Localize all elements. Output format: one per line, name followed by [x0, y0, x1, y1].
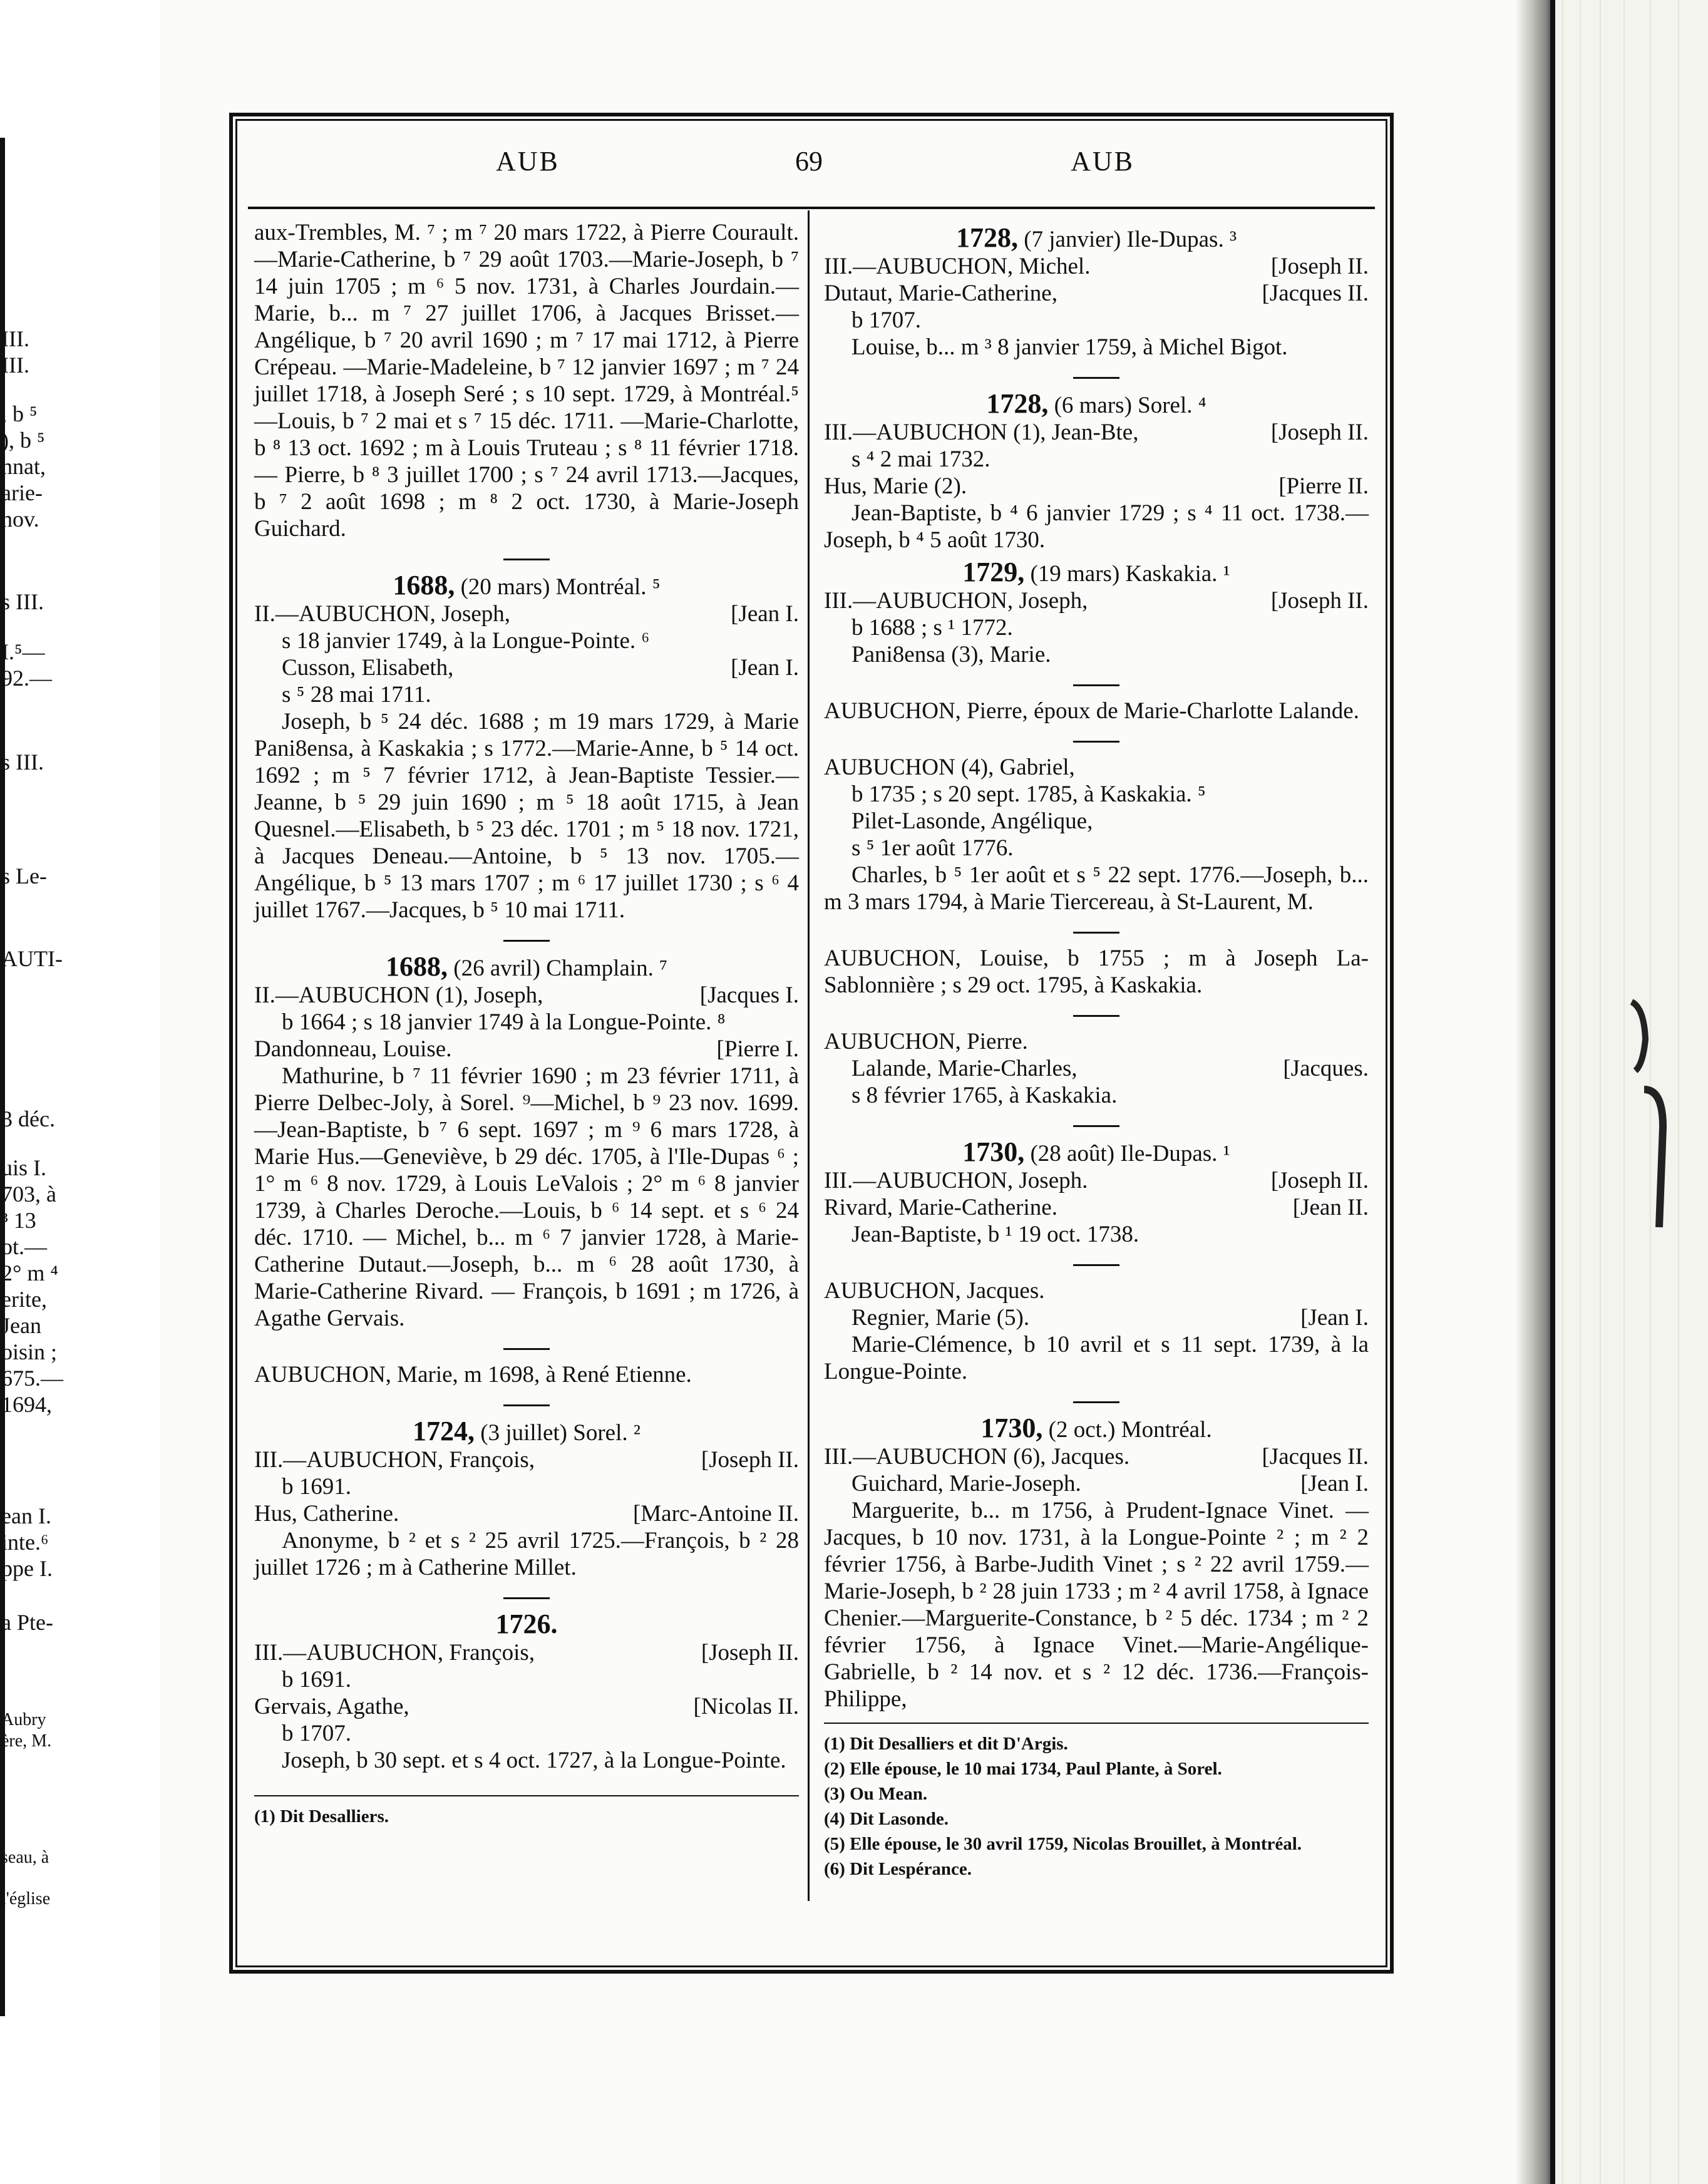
entry-line — [824, 1443, 1369, 1470]
spouse-name: Pani8ensa (3), Marie. — [851, 642, 1051, 667]
heading-place: (2 oct.) Montréal. — [1042, 1417, 1212, 1443]
left-column — [254, 219, 799, 1829]
adjacent-page-fragment-text: s III. — [1, 589, 44, 614]
children-list: Joseph, b 30 sept. et s 4 oct. 1727, à la Longue-Pointe. — [282, 1748, 786, 1773]
entry-parent: [Jacques I. — [699, 982, 799, 1008]
entry-line — [254, 1446, 799, 1473]
adjacent-page-fragment-text: ppe I. — [1, 1556, 53, 1581]
children-list: Louise, b... m ³ 8 janvier 1759, à Michel Bigot. — [851, 334, 1288, 360]
spouse-name: Hus, Catherine. — [254, 1501, 399, 1527]
adjacent-page-fragment-text: , b ⁵ — [1, 401, 38, 426]
entry-line — [824, 419, 1369, 446]
heading-place: (7 janvier) Ile-Dupas. ³ — [1017, 227, 1237, 252]
entry-name: III.—AUBUCHON, Joseph, — [824, 588, 1088, 614]
children-list: Anonyme, b ² et s ² 25 avril 1725.—François, b ² 28 juillet 1726 ; m à Catherine Millet. — [254, 1528, 799, 1580]
entry-line — [254, 982, 799, 1009]
marriage-heading — [254, 1418, 799, 1446]
spouse-name: Regnier, Marie (5). — [851, 1305, 1030, 1331]
adjacent-page-fragment-text: inte.⁶ — [1, 1530, 49, 1555]
section-rule — [503, 559, 550, 560]
entry-line: b 1664 ; s 18 janvier 1749 à la Longue-Pointe. ⁸ — [282, 1009, 726, 1035]
entry-line — [824, 1194, 1369, 1221]
entry-line — [254, 1036, 799, 1063]
heading-place: (6 mars) Sorel. ⁴ — [1048, 393, 1206, 418]
spouse-name: Cusson, Elisabeth, — [282, 655, 454, 681]
running-head-left: AUB — [496, 146, 560, 177]
entry-line: s ⁵ 1er août 1776. — [851, 835, 1014, 861]
footnote-rule — [824, 1723, 1369, 1724]
section-rule — [1073, 1015, 1119, 1017]
entry-line: AUBUCHON (4), Gabriel, — [824, 755, 1075, 780]
page-edge-texture — [1550, 0, 1708, 2184]
entry-parent: [Jean I. — [731, 601, 799, 627]
entry-line — [824, 1304, 1369, 1331]
children-list: Marguerite, b... m 1756, à Prudent-Ignace Vinet. — Jacques, b 10 nov. 1731, à la Longue-Pointe ² ; m ² 2 février 1756, à Barbe-Judith Vinet ; s ² 22 avril 1759.—Marie-Joseph, b ² 28 juin 1733 ; m ² 4 avril 1758, à Ignace Chenier.—Marguerite-Constance, b ² 5 déc. 1734 ; m ² 2 février 1756, à Ignace Vinet.—Marie-Angélique-Gabrielle, b ² 14 nov. et s ² 12 déc. 1736.—François-Philippe, — [824, 1498, 1369, 1712]
entry-line: AUBUCHON, Pierre. — [824, 1029, 1028, 1054]
single-entry: AUBUCHON, Louise, b 1755 ; m à Joseph La-Sablonnière ; s 29 oct. 1795, à Kaskakia. — [824, 945, 1369, 998]
spouse-parent: [Jean I. — [731, 655, 799, 681]
entry-line — [824, 1167, 1369, 1194]
adjacent-page-fragment-text: 2° m ⁴ — [1, 1260, 58, 1285]
heading-year: 1730, — [962, 1136, 1025, 1167]
entry-name: III.—AUBUCHON (6), Jacques. — [824, 1444, 1130, 1470]
adjacent-page-fragment-text: uis I. — [1, 1155, 46, 1180]
footnote: (4) Dit Lasonde. — [824, 1809, 949, 1829]
running-head-right: AUB — [1071, 146, 1134, 177]
entry-name: II.—AUBUCHON, Joseph, — [254, 601, 511, 627]
marriage-heading — [254, 953, 799, 982]
entry-line — [254, 1693, 799, 1720]
footnote-rule — [254, 1795, 799, 1796]
children-list: Joseph, b ⁵ 24 déc. 1688 ; m 19 mars 1729, à Marie Pani8ensa, à Kaskakia ; s 1772.—Marie-Anne, b ⁵ 14 oct. 1692 ; m ⁵ 7 février 1712, à Jean-Baptiste Tessier.—Jeanne, b ⁵ 29 juin 1690 ; m ⁵ 18 août 1715, à Jean Quesnel.—Elisabeth, b ⁵ 23 déc. 1701 ; m ⁵ 18 nov. 1721, à Jacques Deneau.—Antoine, b ⁵ 13 nov. 1705.—Angélique, b ⁵ 13 mars 1707 ; m ⁶ 17 juillet 1730 ; s ⁶ 4 juillet 1767.—Jacques, b ⁵ 10 mai 1711. — [254, 709, 799, 923]
heading-year: 1728, — [955, 222, 1018, 253]
book-page-edges — [1550, 0, 1708, 2184]
entry-line — [824, 1055, 1369, 1082]
spouse-name: Dutaut, Marie-Catherine, — [824, 281, 1057, 306]
adjacent-page-fragment-text: 1694, — [1, 1392, 52, 1417]
heading-year: 1688, — [386, 951, 448, 982]
adjacent-page-fragment-text: ot.— — [1, 1234, 48, 1259]
section-rule — [1073, 1264, 1119, 1266]
marriage-heading — [824, 1138, 1369, 1167]
heading-place: (20 mars) Montréal. ⁵ — [455, 574, 661, 600]
adjacent-page-fragment-text: nov. — [1, 507, 39, 532]
adjacent-page-fragment-text: arie- — [1, 480, 43, 505]
book-page — [160, 0, 1550, 2184]
entry-parent: [Joseph II. — [1270, 420, 1369, 445]
entry-line: s 18 janvier 1749, à la Longue-Pointe. ⁶ — [282, 628, 650, 654]
entry-line: b 1688 ; s ¹ 1772. — [851, 615, 1013, 641]
adjacent-page-fragment-text: ³ 13 — [1, 1208, 36, 1233]
marriage-heading — [824, 224, 1369, 253]
entry-line: b 1691. — [282, 1474, 351, 1500]
children-list: Charles, b ⁵ 1er août et s ⁵ 22 sept. 1776.—Joseph, b... m 3 mars 1794, à Marie Tiercereau, à St-Laurent, M. — [824, 862, 1369, 915]
section-rule — [1073, 1401, 1119, 1403]
entry-name: III.—AUBUCHON, François, — [254, 1640, 535, 1666]
entry-name: II.—AUBUCHON (1), Joseph, — [254, 982, 543, 1008]
entry-line — [254, 654, 799, 681]
single-entry: AUBUCHON, Marie, m 1698, à René Etienne. — [254, 1362, 692, 1388]
adjacent-page-fragment-text: ère, M. — [1, 1731, 52, 1751]
entry-parent: [Jacques II. — [1262, 1444, 1369, 1470]
footnote: (2) Elle épouse, le 10 mai 1734, Paul Plante, à Sorel. — [824, 1759, 1222, 1779]
spouse-name: Pilet-Lasonde, Angélique, — [851, 808, 1093, 834]
adjacent-page-fragment-text: 675.— — [1, 1366, 63, 1391]
entry-line — [824, 280, 1369, 307]
heading-place: (28 août) Ile-Dupas. ¹ — [1024, 1141, 1230, 1167]
entry-name: III.—AUBUCHON, Joseph. — [824, 1168, 1088, 1193]
adjacent-page-fragment-text: seau, à — [1, 1848, 49, 1867]
entry-line — [824, 1470, 1369, 1497]
entry-line — [824, 253, 1369, 280]
heading-place: (3 juillet) Sorel. ² — [475, 1420, 640, 1446]
heading-place: (19 mars) Kaskakia. ¹ — [1024, 561, 1230, 587]
spouse-parent: [Jacques. — [1283, 1056, 1369, 1081]
running-head — [233, 145, 1385, 189]
adjacent-page-fragment-text: ean I. — [1, 1503, 51, 1528]
section-rule — [1073, 684, 1119, 686]
heading-year: 1728, — [986, 388, 1049, 419]
adjacent-page-fragment-text: erite, — [1, 1287, 47, 1312]
spouse-parent: [Jean I. — [1300, 1305, 1369, 1331]
adjacent-page-fragment-text: nnat, — [1, 454, 46, 479]
adjacent-page-fragment-text: s Le- — [1, 863, 47, 889]
section-rule — [503, 1348, 550, 1350]
spouse-parent: [Marc-Antoine II. — [632, 1501, 799, 1527]
entry-line: b 1735 ; s 20 sept. 1785, à Kaskakia. ⁵ — [851, 781, 1206, 807]
spouse-parent: [Jean II. — [1292, 1195, 1369, 1220]
heading-year: 1729, — [962, 557, 1025, 587]
entry-line — [254, 1639, 799, 1666]
adjacent-page-fragment-text: s III. — [1, 749, 44, 775]
spouse-parent: [Jacques II. — [1262, 281, 1369, 306]
entry-name: III.—AUBUCHON, Michel. — [824, 254, 1091, 279]
entry-name: III.—AUBUCHON, François, — [254, 1447, 535, 1473]
entry-name: III.—AUBUCHON (1), Jean-Bte, — [824, 420, 1139, 445]
entry-line — [824, 473, 1369, 500]
entry-line — [254, 600, 799, 627]
spouse-name: Hus, Marie (2). — [824, 473, 967, 499]
marriage-heading — [824, 559, 1369, 587]
footnote: (5) Elle épouse, le 30 avril 1759, Nicolas Brouillet, à Montréal. — [824, 1834, 1302, 1854]
heading-year: 1726. — [495, 1609, 558, 1639]
entry-line: s 8 février 1765, à Kaskakia. — [851, 1083, 1118, 1108]
header-rule — [248, 207, 1375, 209]
adjacent-page-fragment-text: 703, à — [1, 1182, 56, 1207]
continued-entry: aux-Trembles, M. ⁷ ; m ⁷ 20 mars 1722, à Pierre Courault.—Marie-Catherine, b ⁷ 29 août 1703.—Marie-Joseph, b ⁷ 14 juin 1705 ; m ⁶ 5 nov. 1731, à Charles Jourdain.—Marie, b... m ⁷ 27 juillet 1706, à Jacques Brisset.—Angélique, b ⁷ 20 avril 1690 ; m ⁷ 17 mai 1712, à Pierre Crépeau. —Marie-Madeleine, b ⁷ 12 janvier 1697 ; m ⁷ 24 juillet 1718, à Joseph Seré ; s 10 sept. 1729, à Montréal.⁵—Louis, b ⁷ 2 mai et s ⁷ 15 déc. 1711. —Marie-Charlotte, b ⁸ 13 oct. 1692 ; m à Louis Truteau ; s ⁸ 11 février 1718. — Pierre, b ⁸ 3 juillet 1700 ; s ⁷ 24 avril 1713.—Jacques, b ⁷ 2 août 1698 ; m ⁸ 2 oct. 1730, à Marie-Joseph Guichard. — [254, 220, 799, 542]
single-entry: AUBUCHON, Pierre, époux de Marie-Charlotte Lalande. — [824, 698, 1359, 724]
adjacent-page-fragment-text: III. — [1, 353, 29, 378]
adjacent-page-fragment-text: a Pte- — [1, 1610, 53, 1635]
children-list: Jean-Baptiste, b ⁴ 6 janvier 1729 ; s ⁴ 11 oct. 1738.—Joseph, b ⁴ 5 août 1730. — [824, 500, 1369, 553]
spouse-name: Guichard, Marie-Joseph. — [851, 1471, 1081, 1496]
section-rule — [503, 940, 550, 942]
adjacent-page-fragment-text: AUTI- — [1, 946, 63, 971]
adjacent-page-fragment-text: Aubry — [1, 1710, 46, 1729]
adjacent-page-fragment-text: l'église — [1, 1889, 51, 1908]
marriage-heading — [824, 1414, 1369, 1443]
section-rule — [503, 1597, 550, 1599]
heading-year: 1724, — [413, 1416, 475, 1446]
adjacent-page-fragment-text: 3 déc. — [1, 1106, 55, 1131]
children-list: Marie-Clémence, b 10 avril et s 11 sept. 1739, à la Longue-Pointe. — [824, 1332, 1369, 1384]
adjacent-page-fragment-text: III. — [1, 326, 29, 351]
right-column — [824, 219, 1369, 1882]
children-list: Jean-Baptiste, b ¹ 19 oct. 1738. — [851, 1222, 1140, 1247]
section-rule — [1073, 932, 1119, 934]
entry-line — [254, 1500, 799, 1527]
marriage-heading — [254, 1610, 799, 1639]
marriage-heading — [254, 572, 799, 600]
footnote: (1) Dit Desalliers. — [254, 1806, 389, 1826]
adjacent-page-fragment-text: ), b ⁵ — [1, 428, 45, 453]
heading-year: 1730, — [980, 1413, 1043, 1443]
spouse-name: Lalande, Marie-Charles, — [851, 1056, 1078, 1081]
entry-parent: [Joseph II. — [701, 1447, 799, 1473]
footnote: (3) Ou Mean. — [824, 1784, 928, 1804]
page-number: 69 — [795, 146, 823, 177]
spouse-parent: [Nicolas II. — [693, 1694, 799, 1719]
spouse-name: Dandonneau, Louise. — [254, 1036, 452, 1062]
spouse-parent: [Jean I. — [1300, 1471, 1369, 1496]
heading-place: (26 avril) Champlain. ⁷ — [448, 956, 667, 981]
adjacent-page-fragment — [0, 0, 160, 2184]
entry-line: s ⁴ 2 mai 1732. — [851, 446, 990, 472]
spouse-name: Gervais, Agathe, — [254, 1694, 409, 1719]
section-rule — [503, 1404, 550, 1406]
adjacent-page-fragment-text: 92.— — [1, 666, 52, 691]
column-divider — [808, 210, 810, 1901]
section-rule — [1073, 1125, 1119, 1127]
footnote: (1) Dit Desalliers et dit D'Argis. — [824, 1734, 1068, 1754]
footnote: (6) Dit Lespérance. — [824, 1859, 972, 1879]
marriage-heading — [824, 390, 1369, 419]
entry-parent: [Joseph II. — [1270, 254, 1369, 279]
entry-line: s ⁵ 28 mai 1711. — [282, 682, 431, 708]
entry-parent: [Joseph II. — [1270, 1168, 1369, 1193]
section-rule — [1073, 377, 1119, 379]
heading-year: 1688, — [393, 570, 455, 600]
entry-parent: [Joseph II. — [701, 1640, 799, 1666]
adjacent-page-fragment-text: I.⁵— — [1, 639, 45, 664]
entry-line: b 1707. — [282, 1721, 351, 1746]
entry-parent: [Joseph II. — [1270, 588, 1369, 614]
entry-line — [824, 587, 1369, 614]
entry-line: b 1691. — [282, 1667, 351, 1692]
spouse-parent: [Pierre I. — [716, 1036, 799, 1062]
section-rule — [1073, 741, 1119, 743]
spouse-name: Rivard, Marie-Catherine. — [824, 1195, 1057, 1220]
adjacent-page-fragment-text: Jean — [1, 1313, 41, 1338]
spouse-parent: [Pierre II. — [1278, 473, 1369, 499]
adjacent-page-fragment-text: oisin ; — [1, 1339, 58, 1364]
entry-line: b 1707. — [851, 307, 921, 333]
entry-line: AUBUCHON, Jacques. — [824, 1278, 1045, 1304]
children-list: Mathurine, b ⁷ 11 février 1690 ; m 23 février 1711, à Pierre Delbec-Joly, à Sorel. ⁹—Michel, b ⁹ 23 nov. 1699.—Jean-Baptiste, b ⁷ 6 sept. 1697 ; m ⁹ 6 mars 1728, à Marie Hus.—Geneviève, b 29 déc. 1705, à l'Ile-Dupas ⁶ ; 1° m ⁶ 8 nov. 1729, à Louis LeValois ; 2° m ⁶ 8 janvier 1739, à Charles Deroche.—Louis, b ⁶ 14 sept. et s ⁶ 24 déc. 1710. — Michel, b... m ⁶ 7 janvier 1728, à Marie-Catherine Dutaut.—Joseph, b... m ⁶ 28 août 1730, à Marie-Catherine Rivard. — François, b 1691 ; m 1726, à Agathe Gervais. — [254, 1063, 799, 1331]
